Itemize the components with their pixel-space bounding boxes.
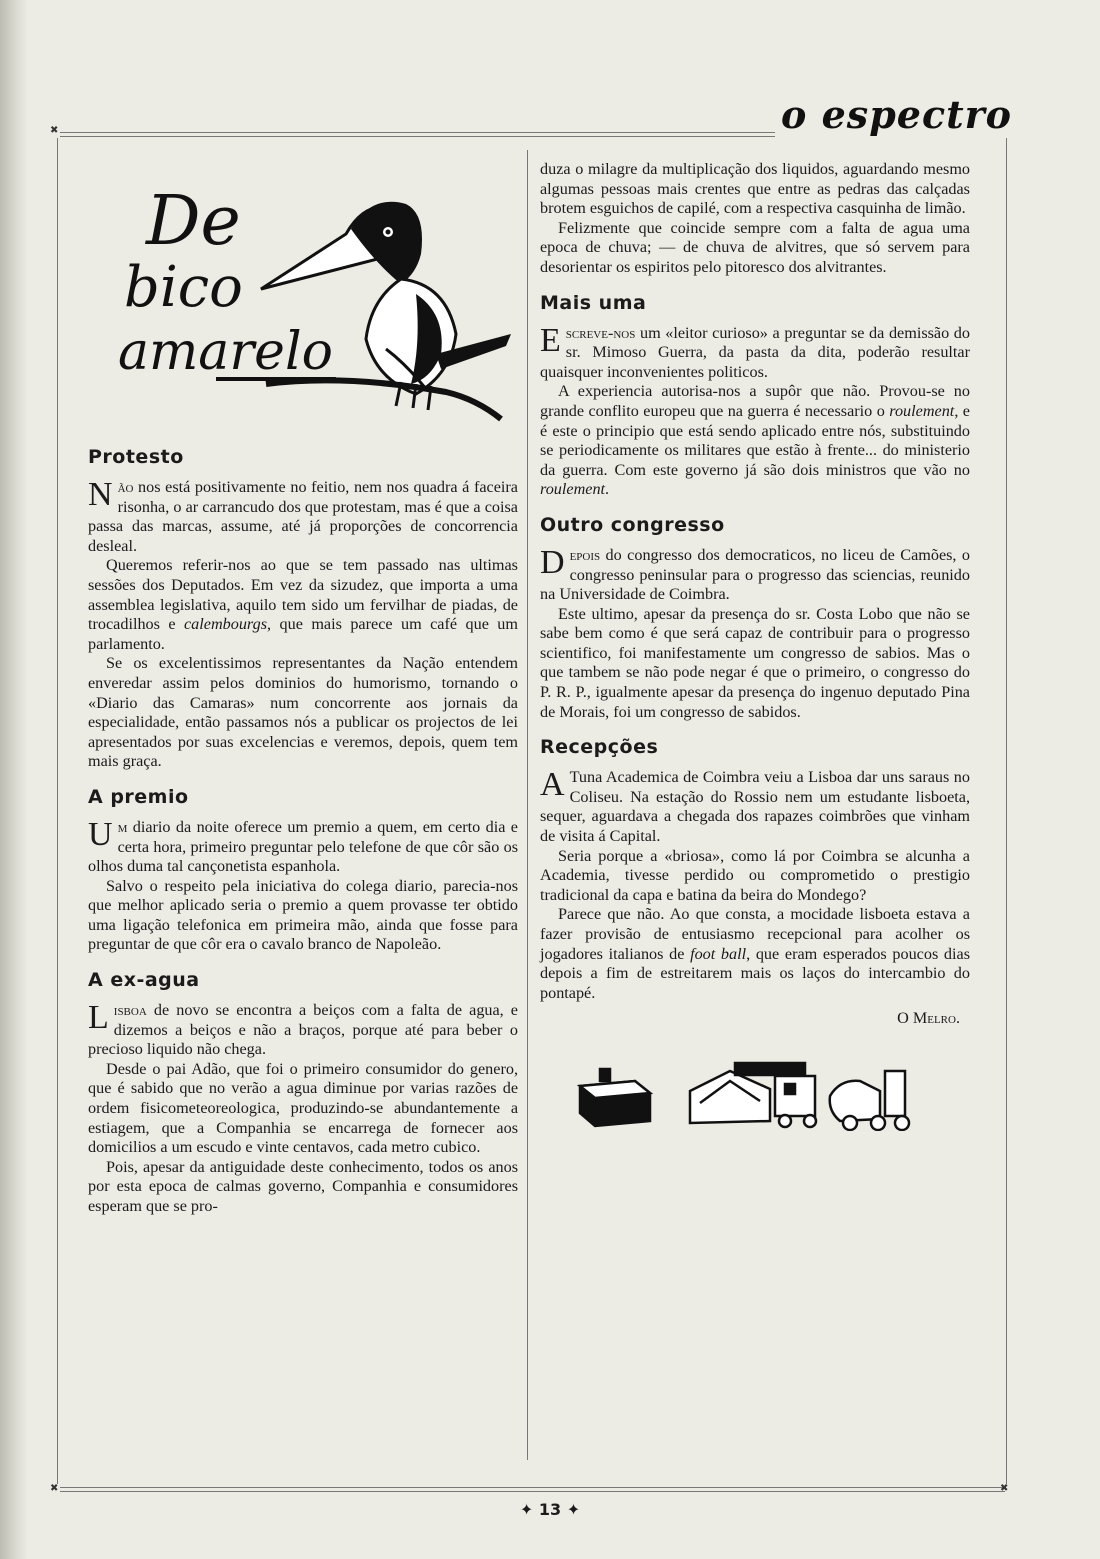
protesto-paragraph-1: Não nos está positivamente no feitio, nem nos quadra á faceira risonha, o ar carrancudo dos que protestam, mas é que a coisa passa das marcas, assume, até já proporções de concorrencia desleal.	[88, 476, 518, 555]
premio-paragraph-2: Salvo o respeito pela iniciativa do colega diario, parecia-nos que melhor aplicado seria o premio a quem provasse ter obtido uma ligação telefonica em primeira mão, ainda que fosse para preguntar de que côr era o cavalo branco de Napoleão.	[88, 876, 518, 954]
book-spine-shadow	[0, 0, 28, 1559]
heading-mais-uma: Mais uma	[540, 291, 647, 314]
bottom-rule	[60, 1487, 1005, 1488]
heading-premio: A premio	[88, 785, 189, 808]
heading-recepcoes: Recepções	[540, 736, 659, 759]
protesto-paragraph-3: Se os excelentissimos representantes da Nação entendem enveredar assim pelos dominios do humorismo, tornando o «Diario das Camaras» num concorrente aos jornais da especialidade, então passamos nós a publicar os projectos de lei apresentados por suas excelencias e veremos, depois, quem tem mais graça.	[88, 654, 518, 771]
column-divider	[527, 150, 528, 1460]
congresso-paragraph-2: Este ultimo, apesar da presença do sr. Costa Lobo que não se sabe bem como é que será capaz de contribuir para o progresso scientifico, foi manifestamente um congresso de sabios. Mas o que tambem se não pode negar é que o primeiro, o congresso do P. R. P., igualmente apesar da presença do ingenuo deputado Pina de Morais, foi um congresso de sabidos.	[540, 604, 970, 721]
heading-outro-congresso: Outro congresso	[540, 513, 725, 536]
toys-illustration	[540, 1051, 970, 1131]
drop-cap: U	[88, 815, 113, 853]
drop-cap: E	[540, 321, 561, 359]
de-bico-amarelo-illustration	[88, 160, 518, 432]
drop-cap: L	[88, 999, 109, 1037]
page-number: ✦ 13 ✦	[519, 1500, 581, 1519]
maisuma-paragraph-1: Escreve-nos um «leitor curioso» a preguntar se da demissão do sr. Mimoso Guerra, da pasta da dita, poderão resultar quaisquer inconvenientes politicos.	[540, 321, 970, 381]
toy-train-icon	[540, 1051, 940, 1131]
left-column	[88, 160, 518, 1217]
bird-illustration	[116, 174, 516, 424]
bottom-rule-inner	[60, 1491, 1005, 1492]
drop-cap: D	[540, 543, 565, 581]
drop-cap: N	[88, 476, 113, 513]
art-title-word-1: De	[146, 182, 241, 261]
corner-ornament-top-left: ✖	[50, 125, 59, 136]
exagua-paragraph-3: Pois, apesar da antiguidade deste conhecimento, todos os anos por esta epoca de calmas governo, Companhia e consumidores esperam que se pro-	[88, 1157, 518, 1215]
top-rule-inner	[60, 136, 775, 137]
right-rule	[1006, 138, 1007, 1484]
recepcoes-paragraph-1: A Tuna Academica de Coimbra veiu a Lisboa dar uns saraus no Coliseu. Na estação do Rossio nem um estudante lisboeta, sequer, aguardava a chegada dos rapazes coimbrões que vinham de visita á Capital.	[540, 766, 970, 846]
page-number-value: 13	[538, 1500, 562, 1519]
recepcoes-paragraph-3: Parece que não. Ao que consta, a mocidade lisboeta estava a fazer provisão de entusiasmo recepcional para acolher os jogadores italianos de foot ball, que eram esperados poucos dias depois a fim de estreitarem mais os laços do intercambio do pontapé.	[540, 905, 971, 1002]
top-rule	[60, 132, 775, 133]
signature: O Melro.	[897, 1009, 960, 1028]
corner-ornament-bottom-left: ✖	[50, 1483, 59, 1494]
masthead: o espectro	[781, 92, 1012, 137]
heading-protesto: Protesto	[88, 446, 184, 468]
exagua-paragraph-2: Desde o pai Adão, que foi o primeiro consumidor do genero, que é sabido que no verão a agua diminue por varias razões de ordem fisicometeoreologica, produzindo-se abundantemente a estiagem, que a Companhia se encarrega de fornecer aos domicilios a um escudo e vinte centavos, cada metro cubico.	[88, 1059, 518, 1157]
recepcoes-paragraph-2: Seria porque a «briosa», como lá por Coimbra se alcunha a Academia, tivesse perdido ou comprometido o prestigio tradicional da capa e batina da beira do Mondego?	[540, 846, 970, 904]
heading-ex-agua: A ex-agua	[88, 969, 200, 992]
continuation-paragraph-2: Felizmente que coincide sempre com a falta de agua uma epoca de chuva; — de chuva de alvitres, que só servem para desorientar os espiritos pelo pitoresco dos alvitrantes.	[540, 218, 970, 276]
right-column	[540, 160, 970, 1131]
art-title-word-3: amarelo	[118, 322, 333, 382]
art-title-word-2: bico	[124, 255, 243, 320]
left-rule	[57, 138, 58, 1484]
continuation-paragraph-1: duza o milagre da multiplicação dos liquidos, aguardando mesmo algumas pessoas mais crentes que entre as pedras das calçadas brotem esguichos de capilé, com a respectiva casquinha de limão.	[540, 160, 970, 218]
protesto-paragraph-2: Queremos referir-nos ao que se tem passado nas ultimas sessões dos Deputados. Em vez da sizudez, que importa a uma assemblea legislativa, aquilo tem sido um fervilhar de piadas, de trocadilhos e calembourgs, que mais parece um café que um parlamento.	[88, 556, 518, 653]
congresso-paragraph-1: Depois do congresso dos democraticos, no liceu de Camões, o congresso peninsular para o progresso das sciencias, reunido na Universidade de Coimbra.	[540, 543, 970, 604]
premio-paragraph-1: Um diario da noite oferece um premio a quem, em certo dia e certa hora, primeiro preguntar pelo telefone de que côr são os olhos duma tal cançonetista espanhola.	[88, 815, 518, 876]
exagua-paragraph-1: Lisboa de novo se encontra a beiços com a falta de agua, e dizemos a beiços e não a braços, porque até para beber o precioso liquido não chega.	[88, 999, 518, 1059]
small-caps-word: ão	[117, 478, 134, 496]
maisuma-paragraph-2: A experiencia autorisa-nos a supôr que não. Provou-se no grande conflito europeu que na guerra é necessario o roulement, e é este o principio que está sendo aplicado entre nós, substituindo se periodicamente os militares que estão à frente... do ministerio da guerra. Com este governo já são dois ministros que vão no roulement.	[540, 382, 970, 499]
corner-ornament-bottom-right: ✖	[1000, 1483, 1009, 1494]
drop-cap: A	[540, 766, 565, 804]
